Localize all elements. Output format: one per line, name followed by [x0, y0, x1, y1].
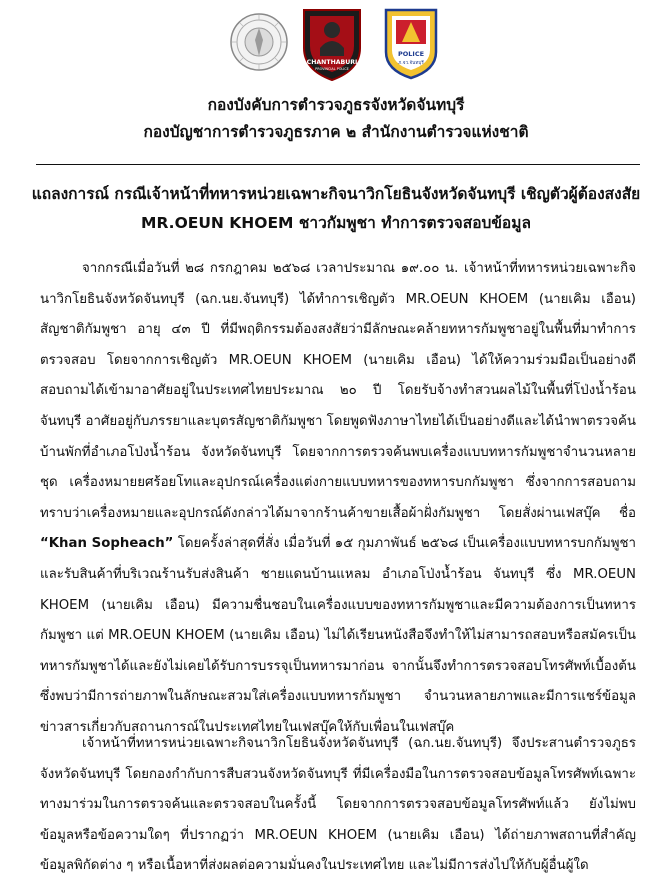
header-divider [36, 164, 640, 165]
facebook-page-name: “Khan Sopheach” [40, 536, 174, 552]
police-seal-logo [229, 12, 289, 72]
org-name-line-1: กองบังคับการตำรวจภูธรจังหวัดจันทบุรี [207, 96, 465, 114]
statement-title-line-2: MR.OEUN KHOEM ชาวกัมพูชา ทำการตรวจสอบข้อมูล [141, 214, 531, 232]
body-paragraph-1 [40, 254, 636, 744]
chanthaburi-police-shield-logo [300, 4, 364, 82]
org-name-line-2: กองบัญชาการตำรวจภูธรภาค ๒ สำนักงานตำรวจแห่งชาติ [143, 123, 529, 141]
body-paragraph-2: เจ้าหน้าที่ทหารหน่วยเฉพาะกิจนาวิกโยธินจังหวัดจันทบุรี (ฉก.นย.จันทบุรี) จึงประสานตำรวจภูธรจังหวัดจันทบุรี โดยกองกำกับการสืบสวนจังหวัดจันทบุรี ที่มีเครื่องมือในการตรวจสอบข้อมูลโทรศัพท์เฉพาะทางมาร่วมในการตรวจค้นและตรวจสอบในครั้งนี้ โดยจากการตรวจสอบข้อมูลโทรศัพท์แล้ว ยังไม่พบข้อมูลหรือข้อความใดๆ ที่ปรากฏว่า MR.OEUN KHOEM (นายเคิม เอือน) ได้ถ่ายภาพสถานที่สำคัญ ข้อมูลพิกัดต่าง ๆ หรือเนื้อหาที่ส่งผลต่อความมั่นคงในประเทศไทย และไม่มีการส่งไปให้กับผู้อื่นผู้ใด [40, 736, 636, 874]
statement-title-line-1: แถลงการณ์ กรณีเจ้าหน้าที่ทหารหน่วยเฉพาะกิจนาวิกโยธินจังหวัดจันทบุรี เชิญตัวผู้ต้องสงสัย [31, 185, 641, 203]
badge-label-2: ภ.จว.จันทบุรี [398, 61, 424, 66]
body-paragraph-1-part-a: จากกรณีเมื่อวันที่ ๒๘ กรกฎาคม ๒๕๖๘ เวลาประมาณ ๑๙.๐๐ น. เจ้าหน้าที่ทหารหน่วยเฉพาะกิจนาวิกโยธินจังหวัดจันทบุรี (ฉก.นย.จันทบุรี) ได้ทำการเชิญตัว MR.OEUN KHOEM (นายเคิม เอือน) สัญชาติกัมพูชา อายุ ๔๓ ปี ที่มีพฤติกรรมต้องสงสัยว่ามีลักษณะคล้ายทหารกัมพูชาอยู่ในพื้นที่มาทำการตรวจสอบ โดยจากการเชิญตัว MR.OEUN KHOEM (นายเคิม เอือน) ได้ให้ความร่วมมือเป็นอย่างดี สอบถามได้เข้ามาอาศัยอยู่ในประเทศไทยประมาณ ๒๐ ปี โดยรับจ้างทำสวนผลไม้ในพื้นที่โป่งน้ำร้อน จันทบุรี อาศัยอยู่กับภรรยาและบุตรสัญชาติกัมพูชา โดยพูดฟังภาษาไทยได้เป็นอย่างดีและได้นำพาตรวจค้นบ้านพักที่อำเภอโป่งน้ำร้อน จังหวัดจันทบุรี โดยจากการตรวจค้นพบเครื่องแบบทหารกัมพูชาจำนวนหลายชุด เครื่องหมายยศร้อยโทและอุปกรณ์เครื่องแต่งกายแบบทหารของทหารบกกัมพูชา ซึ่งจากการสอบถามทราบว่าเครื่องหมายและอุปกรณ์ดังกล่าวได้มาจากร้านค้าขายเสื้อผ้าฝั่งกัมพูชา โดยสั่งผ่านเฟสบุ๊ค ชื่อ [40, 261, 637, 521]
logo-row [0, 4, 672, 82]
body-paragraph-1-part-b: โดยครั้งล่าสุดที่สั่ง เมื่อวันที่ ๑๕ กุมภาพันธ์ ๒๕๖๘ เป็นเครื่องแบบทหารบกกัมพูชา และรับสินค้าที่บริเวณร้านรับส่งสินค้า ชายแดนบ้านแหลม อำเภอโป่งน้ำร้อน จันทบุรี ซึ่ง MR.OEUN KHOEM (นายเคิม เอือน) มีความชื่นชอบในเครื่องแบบของทหารกัมพูชาและมีความต้องการเป็นทหารกัมพูชา แต่ MR.OEUN KHOEM (นายเคิม เอือน) ไม่ได้เรียนหนังสือจึงทำให้ไม่สามารถสอบหรือสมัครเป็นทหารกัมพูชาได้และยังไม่เคยได้รับการบรรจุเป็นทหารมาก่อน จากนั้นจึงทำการตรวจสอบโทรศัพท์เบื้องต้น ซึ่งพบว่ามีการถ่ายภาพในลักษณะสวมใส่เครื่องแบบทหารกัมพูชา จำนวนหลายภาพและมีการแชร์ข้อมูลข่าวสารเกี่ยวกับสถานการณ์ในประเทศไทยในเฟสบุ๊คให้กับเพื่อนในเฟสบุ๊ค [40, 536, 636, 735]
shield-label-2: PROVINCIAL POLICE [315, 67, 349, 71]
badge-label-1: POLICE [397, 50, 425, 58]
provincial-police-badge-logo [380, 6, 442, 80]
shield-label-1: CHANTHABURI [306, 59, 358, 66]
